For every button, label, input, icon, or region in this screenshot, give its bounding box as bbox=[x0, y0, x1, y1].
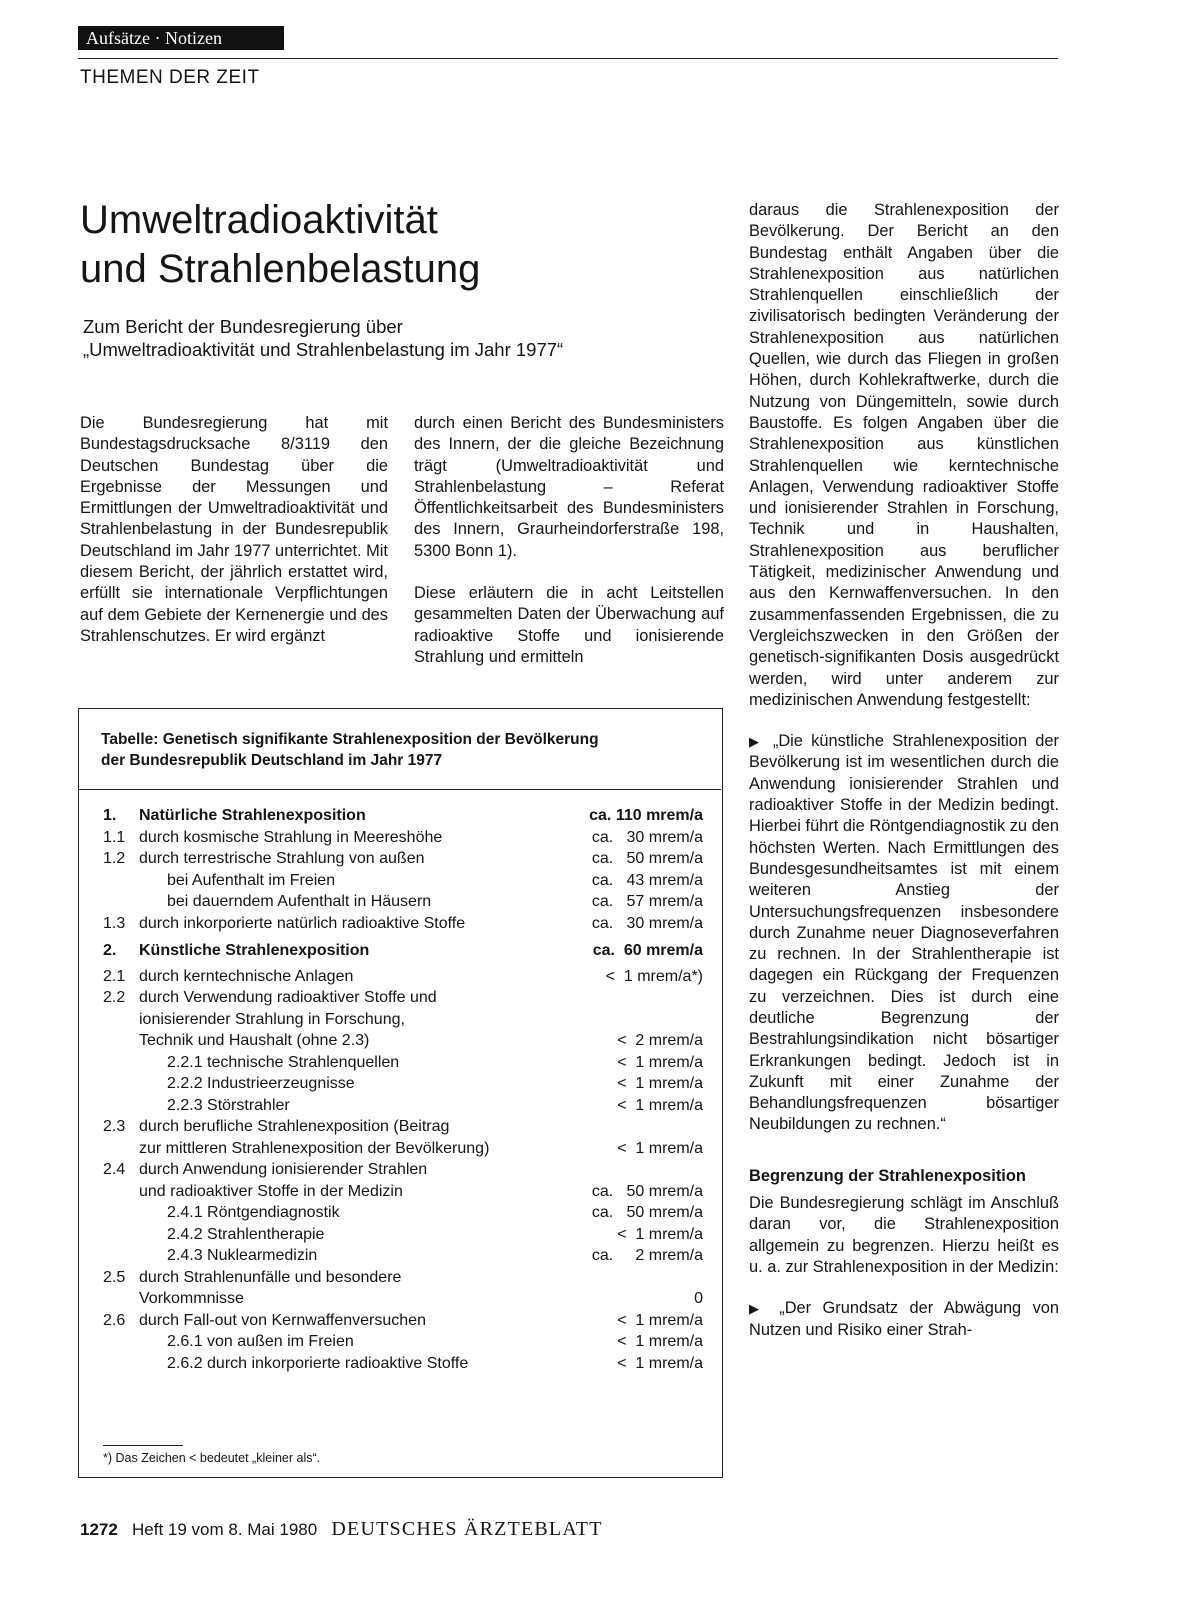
row-label: durch Fall-out von Kernwaffenversuchen bbox=[139, 1311, 426, 1329]
row-label: 2.4.1 Röntgendiagnostik bbox=[167, 1204, 340, 1221]
table-row bbox=[103, 1159, 703, 1181]
table-row bbox=[103, 1353, 703, 1375]
body-paragraph: Diese erläutern die in acht Leitstellen gesammelten Daten der Überwachung auf radioaktive Stoffe und ionisierende Strahlung und ermitteln bbox=[414, 584, 724, 666]
row-label: bei Aufenthalt im Freien bbox=[167, 871, 336, 889]
table-row bbox=[103, 1310, 703, 1332]
row-label: ionisierender Strahlung in Forschung, bbox=[139, 1010, 405, 1028]
subtitle-line-1: Zum Bericht der Bundesregierung über bbox=[83, 316, 403, 337]
row-label: und radioaktiver Stoffe in der Medizin bbox=[139, 1182, 403, 1200]
table-row bbox=[103, 1095, 703, 1117]
body-column-2 bbox=[414, 413, 724, 668]
row-label: Vorkommnisse bbox=[139, 1290, 244, 1307]
row-label: 2.2.3 Störstrahler bbox=[167, 1096, 290, 1114]
title-line-2: und Strahlenbelastung bbox=[80, 247, 481, 291]
table-row bbox=[103, 1009, 703, 1031]
table-row bbox=[103, 1224, 703, 1246]
radiation-table bbox=[78, 708, 723, 1478]
row-number: 2.6 bbox=[103, 1311, 126, 1329]
triangle-marker-icon: ▶ bbox=[749, 734, 765, 750]
subtitle-line-2: „Umweltradioaktivität und Strahlenbelastung im Jahr 1977“ bbox=[83, 339, 564, 360]
section-block bbox=[749, 1166, 1059, 1278]
table-row bbox=[103, 1267, 703, 1289]
row-value: < 1 mrem/a bbox=[617, 1096, 703, 1114]
row-label: 2.2.2 Industrieerzeugnisse bbox=[167, 1075, 355, 1092]
row-label: durch Strahlenunfälle und besondere bbox=[139, 1268, 402, 1286]
caption-divider bbox=[79, 789, 721, 790]
row-label: zur mittleren Strahlenexposition der Bevölkerung) bbox=[139, 1139, 490, 1157]
table-row bbox=[103, 1030, 703, 1052]
row-label: durch inkorporierte natürlich radioaktive Stoffe bbox=[139, 914, 466, 932]
row-value: 0 bbox=[694, 1290, 703, 1307]
article-subtitle bbox=[83, 315, 703, 361]
table-row bbox=[103, 987, 703, 1009]
row-number: 1. bbox=[103, 807, 117, 824]
row-value: < 1 mrem/a bbox=[617, 1075, 703, 1092]
page-footer bbox=[80, 1518, 603, 1541]
section-tag: Aufsätze · Notizen bbox=[78, 26, 284, 50]
row-label: Technik und Haushalt (ohne 2.3) bbox=[139, 1032, 370, 1049]
body-paragraph: durch einen Bericht des Bundesministers des Innern, der die gleiche Bezeichnung trägt (Umweltradioaktivität und Strahlenbelastung – Referat Öffentlichkeitsarbeit des Bundesministers des Innern, Graurheindorferstraße 198, 5300 Bonn 1). bbox=[414, 414, 724, 560]
page-number: 1272 bbox=[80, 1520, 118, 1539]
table-row bbox=[103, 1073, 703, 1095]
row-label: durch Anwendung ionisierender Strahlen bbox=[139, 1161, 428, 1178]
title-line-1: Umweltradioaktivität bbox=[80, 198, 438, 242]
row-value: ca. 50 mrem/a bbox=[591, 1204, 703, 1221]
table-row bbox=[103, 966, 703, 988]
quote-text: „Die künstliche Strahlenexposition der Bevölkerung ist im wesentlichen durch die Anwendung ionisierender Strahlen und radioaktiver Stoffe in der Medizin bedingt. Hierbei führt die Röntgendiagnostik zu den höchsten Werten. Nach Ermittlungen des Bundesgesundheitsamtes ist mit einem weiteren Anstieg der Untersuchungsfrequenzen insbesondere durch Zunahme neuer Diagnoseverfahren zu rechnen. In der Strahlentherapie ist dagegen ein Rückgang der Frequenzen zu verzeichnen. Dies ist durch eine deutliche Begrenzung der Bestrahlungsindikation nicht bösartiger Erkrankungen bedingt. Jedoch ist in Zukunft mit einer Zunahme der Behandlungsfrequenzen bösartiger Neubildungen zu rechnen.“ bbox=[749, 732, 1059, 1134]
table-row bbox=[103, 1331, 703, 1353]
table-row bbox=[103, 1138, 703, 1160]
table-row bbox=[103, 805, 703, 827]
row-value: ca. 50 mrem/a bbox=[591, 1182, 703, 1200]
row-value: ca. 43 mrem/a bbox=[591, 871, 703, 889]
table-row bbox=[103, 1202, 703, 1224]
header-rule bbox=[78, 58, 1058, 59]
row-value: < 1 mrem/a bbox=[617, 1354, 703, 1372]
row-number: 2. bbox=[103, 942, 117, 959]
body-paragraph: daraus die Strahlenexposition der Bevölkerung. Der Bericht an den Bundestag enthält Angaben über die Strahlenexposition aus natürlichen Strahlenquellen einschließlich der zivilisatorisch bedingten Veränderung der Strahlenexposition aus natürlichen Quellen, wie durch das Fliegen in großen Höhen, durch Kohlekraftwerke, durch die Nutzung von Düngemitteln, sowie durch Baustoffe. Es folgen Angaben über die Strahlenexposition aus künstlichen Strahlenquellen wie kerntechnische Anlagen, Verwendung radioaktiver Stoffe und ionisierender Strahlen in Forschung, Technik und in Haushalten, Strahlenexposition aus beruflicher Tätigkeit, medizinischer Anwendung und aus den Kernwaffenversuchen. In den zusammenfassenden Ergebnissen, die zu Vergleichszwecken in den Größen der genetisch-signifikanten Dosis ausgedrückt werden, wird unter anderem zur medizinischen Anwendung festgestellt: bbox=[749, 201, 1059, 709]
caption-line-2: der Bundesrepublik Deutschland im Jahr 1977 bbox=[101, 752, 443, 769]
body-paragraph: Die Bundesregierung hat mit Bundestagsdrucksache 8/3119 den Deutschen Bundestag über die Ergebnisse der Messungen und Ermittlungen der Umweltradioaktivität und Strahlenbelastung in der Bundesrepublik Deutschland im Jahr 1977 unterrichtet. Mit diesem Bericht, der jährlich erstattet wird, erfüllt sie internationale Verpflichtungen auf dem Gebiete der Kernenergie und des Strahlenschutzes. Er wird ergänzt bbox=[80, 414, 388, 645]
row-label: 2.6.1 von außen im Freien bbox=[167, 1333, 354, 1350]
table-row bbox=[103, 827, 703, 849]
row-label: bei dauerndem Aufenthalt in Häusern bbox=[167, 893, 432, 910]
triangle-marker-icon: ▶ bbox=[749, 1301, 768, 1317]
row-value: < 1 mrem/a bbox=[617, 1225, 703, 1243]
table-body bbox=[103, 805, 703, 1374]
quote-text: „Der Grundsatz der Abwägung von Nutzen und Risiko einer Strah- bbox=[749, 1299, 1059, 1339]
row-number: 2.4 bbox=[103, 1161, 126, 1178]
row-value: ca. 30 mrem/a bbox=[591, 828, 703, 846]
table-row bbox=[103, 940, 703, 962]
row-value: < 1 mrem/a bbox=[617, 1053, 703, 1071]
issue-info: Heft 19 vom 8. Mai 1980 bbox=[132, 1520, 318, 1539]
row-value: < 1 mrem/a bbox=[617, 1333, 703, 1350]
row-value: ca. 2 mrem/a bbox=[591, 1247, 703, 1264]
table-row bbox=[103, 848, 703, 870]
row-label: durch terrestrische Strahlung von außen bbox=[139, 850, 425, 867]
row-value: ca. 57 mrem/a bbox=[591, 893, 703, 910]
row-label: Künstliche Strahlenexposition bbox=[139, 942, 370, 959]
row-number: 1.2 bbox=[103, 850, 126, 867]
row-value: ca. 30 mrem/a bbox=[591, 914, 703, 932]
table-row bbox=[103, 1245, 703, 1267]
table-row bbox=[103, 891, 703, 913]
table-footnote: *) Das Zeichen < bedeutet „kleiner als“. bbox=[103, 1451, 321, 1465]
footnote-rule bbox=[103, 1445, 183, 1446]
row-number: 2.5 bbox=[103, 1268, 126, 1286]
table-row bbox=[103, 1116, 703, 1138]
row-label: Natürliche Strahlenexposition bbox=[139, 807, 366, 824]
row-label: durch Verwendung radioaktiver Stoffe und bbox=[139, 989, 437, 1006]
journal-name: DEUTSCHES ÄRZTEBLATT bbox=[331, 1518, 603, 1540]
row-value: < 1 mrem/a bbox=[617, 1311, 703, 1329]
table-row bbox=[103, 1052, 703, 1074]
row-number: 1.3 bbox=[103, 914, 126, 932]
article-title bbox=[80, 196, 700, 294]
row-label: durch kosmische Strahlung in Meereshöhe bbox=[139, 828, 443, 846]
table-row bbox=[103, 1181, 703, 1203]
table-row bbox=[103, 870, 703, 892]
body-column-1 bbox=[80, 413, 388, 647]
row-value: < 2 mrem/a bbox=[617, 1032, 703, 1049]
row-number: 2.3 bbox=[103, 1118, 126, 1135]
row-number: 2.1 bbox=[103, 967, 126, 985]
row-number: 1.1 bbox=[103, 828, 126, 846]
row-label: 2.2.1 technische Strahlenquellen bbox=[167, 1053, 400, 1071]
table-row bbox=[103, 913, 703, 935]
body-column-3 bbox=[749, 200, 1059, 1341]
row-value: ca. 60 mrem/a bbox=[592, 942, 703, 959]
body-paragraph: Die Bundesregierung schlägt im Anschluß daran vor, die Strahlenexposition allgemein zu begrenzen. Hierzu heißt es u. a. zur Strahlenexposition in der Medizin: bbox=[749, 1194, 1059, 1276]
row-label: durch kerntechnische Anlagen bbox=[139, 967, 354, 985]
rubric: THEMEN DER ZEIT bbox=[80, 67, 260, 88]
row-number: 2.2 bbox=[103, 989, 126, 1006]
section-heading: Begrenzung der Strahlenexposition bbox=[749, 1166, 1026, 1185]
row-value: < 1 mrem/a*) bbox=[605, 967, 703, 985]
row-value: ca. 110 mrem/a bbox=[589, 807, 703, 824]
table-caption bbox=[101, 729, 701, 771]
row-label: 2.6.2 durch inkorporierte radioaktive Stoffe bbox=[167, 1354, 469, 1372]
row-label: 2.4.3 Nuklearmedizin bbox=[167, 1247, 318, 1264]
row-label: 2.4.2 Strahlentherapie bbox=[167, 1225, 325, 1243]
table-row bbox=[103, 1288, 703, 1310]
quote-block-1 bbox=[749, 731, 1059, 1136]
quote-block-2 bbox=[749, 1298, 1059, 1341]
row-value: ca. 50 mrem/a bbox=[591, 850, 703, 867]
row-value: < 1 mrem/a bbox=[617, 1139, 703, 1157]
row-label: durch berufliche Strahlenexposition (Beitrag bbox=[139, 1118, 450, 1135]
caption-line-1: Tabelle: Genetisch signifikante Strahlenexposition der Bevölkerung bbox=[101, 731, 599, 748]
